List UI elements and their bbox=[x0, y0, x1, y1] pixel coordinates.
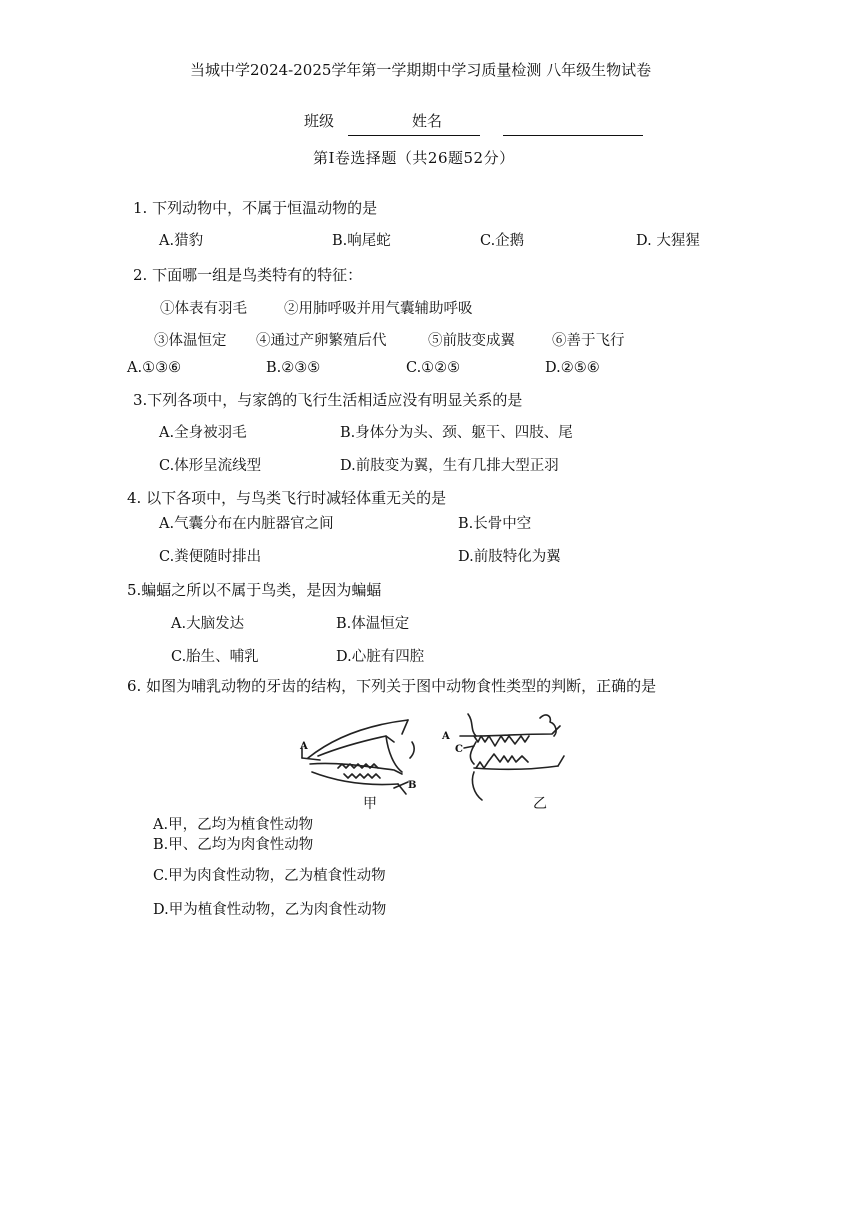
figure-left-label-b: B bbox=[408, 780, 417, 791]
question-2-statement-3: ③体温恒定 bbox=[154, 333, 227, 349]
question-2-statement-1: ①体表有羽毛 bbox=[160, 301, 247, 317]
exam-title: 当城中学2024-2025学年第一学期期中学习质量检测 八年级生物试卷 bbox=[190, 61, 652, 79]
question-1-option-c[interactable]: C.企鹅 bbox=[480, 233, 525, 249]
question-2-statement-5: ⑤前肢变成翼 bbox=[428, 333, 515, 349]
question-6-option-a[interactable]: A.甲，乙均为植食性动物 bbox=[153, 817, 314, 833]
question-2-option-a[interactable]: A.①③⑥ bbox=[127, 360, 182, 376]
figure-right-label-a: A bbox=[442, 731, 450, 742]
question-6-option-d[interactable]: D.甲为植食性动物，乙为肉食性动物 bbox=[153, 902, 387, 918]
question-1-option-a[interactable]: A.猎豹 bbox=[159, 233, 204, 249]
figure-caption-left: 甲 bbox=[363, 796, 377, 812]
question-2-statement-2: ②用肺呼吸并用气囊辅助呼吸 bbox=[284, 301, 473, 317]
name-underline[interactable] bbox=[503, 135, 643, 136]
question-3-option-b[interactable]: B.身体分为头、颈、躯干、四肢、尾 bbox=[340, 425, 573, 441]
question-2-option-d[interactable]: D.②⑤⑥ bbox=[545, 360, 600, 376]
question-2-statement-4: ④通过产卵繁殖后代 bbox=[256, 333, 387, 349]
question-4-option-a[interactable]: A.气囊分布在内脏器官之间 bbox=[159, 516, 334, 532]
question-1-option-b[interactable]: B.响尾蛇 bbox=[332, 233, 391, 249]
name-label: 姓名 bbox=[412, 112, 443, 130]
carnivore-jaw-illustration bbox=[440, 708, 568, 802]
section-heading: 第Ⅰ卷选择题（共26题52分） bbox=[313, 149, 515, 167]
class-label: 班级 bbox=[304, 112, 335, 130]
question-6-option-c[interactable]: C.甲为肉食性动物，乙为植食性动物 bbox=[153, 868, 386, 884]
question-3-option-c[interactable]: C.体形呈流线型 bbox=[159, 458, 262, 474]
question-5-option-a[interactable]: A.大脑发达 bbox=[171, 616, 245, 632]
question-5-option-c[interactable]: C.胎生、哺乳 bbox=[171, 649, 259, 665]
question-6-stem: 6. 如图为哺乳动物的牙齿的结构，下列关于图中动物食性类型的判断，正确的是 bbox=[127, 677, 657, 695]
question-4-stem: 4. 以下各项中，与鸟类飞行时减轻体重无关的是 bbox=[127, 489, 447, 507]
question-2-option-b[interactable]: B.②③⑤ bbox=[266, 360, 321, 376]
question-4-option-c[interactable]: C.粪便随时排出 bbox=[159, 549, 262, 565]
figure-caption-right: 乙 bbox=[533, 796, 547, 812]
figure-left-label-a: A bbox=[300, 741, 308, 752]
question-4-option-b[interactable]: B.长骨中空 bbox=[458, 516, 532, 532]
question-3-option-a[interactable]: A.全身被羽毛 bbox=[159, 425, 247, 441]
question-3-option-d[interactable]: D.前肢变为翼，生有几排大型正羽 bbox=[340, 458, 559, 474]
class-name-underline[interactable] bbox=[348, 135, 480, 136]
question-2-statement-6: ⑥善于飞行 bbox=[552, 333, 625, 349]
question-2-option-c[interactable]: C.①②⑤ bbox=[406, 360, 461, 376]
question-5-option-b[interactable]: B.体温恒定 bbox=[336, 616, 410, 632]
question-1-stem: 1. 下列动物中，不属于恒温动物的是 bbox=[133, 199, 378, 217]
question-3-stem: 3.下列各项中，与家鸽的飞行生活相适应没有明显关系的是 bbox=[133, 391, 523, 409]
question-5-stem: 5.蝙蝠之所以不属于鸟类，是因为蝙蝠 bbox=[127, 581, 382, 599]
question-1-option-d[interactable]: D. 大猩猩 bbox=[636, 233, 700, 249]
question-2-stem: 2. 下面哪一组是鸟类特有的特征： bbox=[133, 266, 363, 284]
question-5-option-d[interactable]: D.心脏有四腔 bbox=[336, 649, 425, 665]
herbivore-jaw-illustration bbox=[298, 712, 426, 796]
figure-right-label-c: C bbox=[455, 744, 463, 755]
question-4-option-d[interactable]: D.前肢特化为翼 bbox=[458, 549, 561, 565]
question-6-option-b[interactable]: B.甲、乙均为肉食性动物 bbox=[153, 837, 314, 853]
